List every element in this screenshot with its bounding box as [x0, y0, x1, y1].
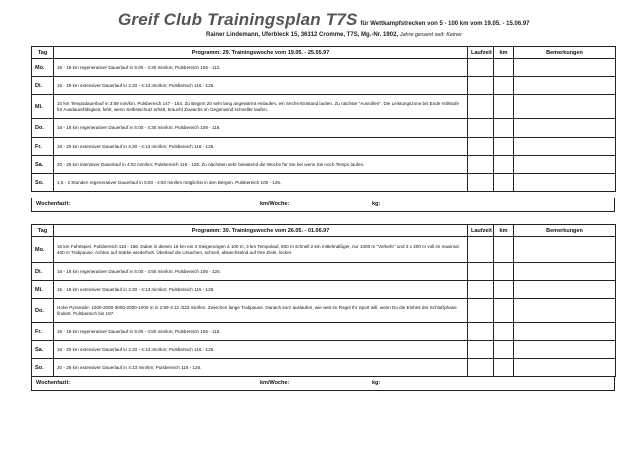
col-remarks: Bemerkungen	[514, 225, 616, 237]
title-suffix: für Wettkampfstrecken von 5 - 100 km vom 19.05. - 15.06.97	[360, 21, 530, 27]
km-per-week-label: km/Woche:	[260, 201, 290, 207]
wochenfazit-label: Wochenfazit:	[36, 201, 71, 207]
col-laufzeit: Laufzeit	[468, 47, 494, 59]
laufzeit-cell[interactable]	[468, 237, 494, 263]
remarks-cell[interactable]	[514, 156, 616, 174]
week-30-summary	[31, 377, 615, 391]
title-main: Greif Club Trainingsplan T7S	[118, 10, 358, 29]
week-29-summary	[31, 198, 615, 212]
document-title	[118, 10, 530, 30]
km-cell[interactable]	[494, 156, 514, 174]
table-row	[32, 59, 616, 77]
remarks-cell[interactable]	[514, 263, 616, 281]
workout-text: 16 - 18 km extensiver Dauerlauf in 4:20 - 4:13 min/km; Pulsbereich 116 - 125.	[54, 77, 468, 95]
workout-text: 16 - 18 km extensiver Dauerlauf in 4:20 - 4:13 min/km; Pulsbereich 116 - 126.	[54, 281, 468, 299]
km-cell[interactable]	[494, 59, 514, 77]
table-header-row	[32, 225, 616, 237]
workout-text: 1,5 - 2 Stunden regenerativer Dauerlauf in 5:00 - 4:50 min/km möglichst in den Bergen. Pulsbereich 100 - 126.	[54, 174, 468, 192]
day-cell: Fr.	[32, 138, 54, 156]
km-cell[interactable]	[494, 119, 514, 138]
table-row	[32, 323, 616, 341]
table-row	[32, 174, 616, 192]
col-day: Tag	[32, 225, 54, 237]
workout-text: 16 - 18 km regenerativer Dauerlauf in 5:00 - 4:50 min/km; Pulsbereich 106 - 115.	[54, 323, 468, 341]
day-cell: Mi.	[32, 95, 54, 119]
workout-text: 16 - 18 km regenerativer Dauerlauf in 5:00 - 4:30 min/km; Pulsbereich 106 - 112.	[54, 59, 468, 77]
laufzeit-cell[interactable]	[468, 263, 494, 281]
laufzeit-cell[interactable]	[468, 138, 494, 156]
col-remarks: Bemerkungen	[514, 47, 616, 59]
day-cell: Do.	[32, 119, 54, 138]
day-cell: So.	[32, 359, 54, 377]
laufzeit-cell[interactable]	[468, 299, 494, 323]
remarks-cell[interactable]	[514, 281, 616, 299]
day-cell: Mo.	[32, 59, 54, 77]
km-cell[interactable]	[494, 263, 514, 281]
laufzeit-cell[interactable]	[468, 174, 494, 192]
col-km: km	[494, 47, 514, 59]
remarks-cell[interactable]	[514, 237, 616, 263]
table-row	[32, 237, 616, 263]
table-header-row	[32, 47, 616, 59]
author-line	[206, 32, 462, 38]
remarks-cell[interactable]	[514, 174, 616, 192]
km-per-week-label: km/Woche:	[260, 380, 290, 386]
day-cell: Mi.	[32, 281, 54, 299]
km-cell[interactable]	[494, 299, 514, 323]
table-row	[32, 281, 616, 299]
week-30-table	[31, 224, 616, 377]
remarks-cell[interactable]	[514, 359, 616, 377]
remarks-cell[interactable]	[514, 77, 616, 95]
col-day: Tag	[32, 47, 54, 59]
km-cell[interactable]	[494, 138, 514, 156]
workout-text: 18 - 20 km extensiver Dauerlauf in 4:20 - 4:13 min/km; Pulsbereich 118 - 125.	[54, 138, 468, 156]
table-row	[32, 341, 616, 359]
kg-label: kg:	[372, 201, 381, 207]
km-cell[interactable]	[494, 174, 514, 192]
table-row	[32, 95, 616, 119]
table-row	[32, 156, 616, 174]
remarks-cell[interactable]	[514, 138, 616, 156]
day-cell: Do.	[32, 299, 54, 323]
remarks-cell[interactable]	[514, 95, 616, 119]
km-cell[interactable]	[494, 237, 514, 263]
day-cell: So.	[32, 174, 54, 192]
table-row	[32, 138, 616, 156]
remarks-cell[interactable]	[514, 323, 616, 341]
km-cell[interactable]	[494, 95, 514, 119]
day-cell: Sa.	[32, 341, 54, 359]
col-laufzeit: Laufzeit	[468, 225, 494, 237]
day-cell: Di.	[32, 77, 54, 95]
km-cell[interactable]	[494, 323, 514, 341]
remarks-cell[interactable]	[514, 119, 616, 138]
week-29-table	[31, 46, 616, 192]
laufzeit-cell[interactable]	[468, 281, 494, 299]
workout-text: Hohe Pyramide: 1000-2000-3000-2000-1000 m in 2:59-3:12 /333 min/km. Zwischen lange Trabpause. Danach kurz auslaufen, wie weit im Regel Ihr Sport will, wenn Du die Einheit der Schlußphase findest. Pulsbereich bis 167.	[54, 299, 468, 323]
workout-text: 20 - 25 km intensiver Dauerlauf in 4:02 min/km; Pulsbereich 118 - 125. Zu nächsten sehr belastend die Woche für Sie bei wenn Sie noch Tempo laufen.	[54, 156, 468, 174]
kg-label: kg:	[372, 380, 381, 386]
workout-text: 18 - 20 km extensiver Dauerlauf in 4:20 - 4:13 min/km; Pulsbereich 116 - 125.	[54, 341, 468, 359]
table-row	[32, 299, 616, 323]
km-cell[interactable]	[494, 77, 514, 95]
laufzeit-cell[interactable]	[468, 95, 494, 119]
km-cell[interactable]	[494, 341, 514, 359]
laufzeit-cell[interactable]	[468, 323, 494, 341]
remarks-cell[interactable]	[514, 299, 616, 323]
author-note: Jahre gesamt seit: Keiner	[399, 32, 463, 38]
km-cell[interactable]	[494, 281, 514, 299]
table-row	[32, 77, 616, 95]
day-cell: Di.	[32, 263, 54, 281]
laufzeit-cell[interactable]	[468, 59, 494, 77]
day-cell: Sa.	[32, 156, 54, 174]
table-row	[32, 263, 616, 281]
program-title: Programm: 30. Trainingswoche vom 26.05. - 01.06.97	[54, 225, 468, 237]
table-row	[32, 119, 616, 138]
wochenfazit-label: Wochenfazit:	[36, 380, 71, 386]
table-row	[32, 359, 616, 377]
laufzeit-cell[interactable]	[468, 341, 494, 359]
remarks-cell[interactable]	[514, 341, 616, 359]
author-text: Rainer Lindemann, Uferbleck 15, 36312 Cromme, T7S, Mg.-Nr. 1902,	[206, 32, 399, 38]
workout-text: 16 - 18 km regenerativer Dauerlauf in 5:00 - 4:50 min/km; Pulsbereich 106 - 126.	[54, 263, 468, 281]
day-cell: Fr.	[32, 323, 54, 341]
workout-text: 10 km Tempodauerlauf in 3:59 min/km. Pulsbereich 147 - 154. Zu Beginn 20 sehr lang angewärmt einlaufen, ein Sechs-Einstand laufen. Zu nächste "Ausrollen". Die Leistungszone bis Ende Vollstufe für Ausdauerfähigkeit, fehlt, wenn Selbstschutz erhält, braucht Zuwachs im Gegenwind schneller laufen.	[54, 95, 468, 119]
laufzeit-cell[interactable]	[468, 359, 494, 377]
workout-text: 16 - 18 km regenerativer Dauerlauf in 5:00 - 4:30 min/km; Pulsbereich 108 - 118.	[54, 119, 468, 138]
laufzeit-cell[interactable]	[468, 77, 494, 95]
col-km: km	[494, 225, 514, 237]
km-cell[interactable]	[494, 359, 514, 377]
workout-text: 16 km Fahrtspiel. Pulsbereich 110 - 156. Dabei in diesen 16 km ein 3 Steigerungen à 100 m, 3 km Tempolauf, 800 m schnell 2 km mittelmäßiger, nur 1000 m "Verkehr" und 3 x 200 m voll im maximal 400 m Trabpause. Achten auf Stärke wiederholt. Überlauf die Ursachen, schnell, abwechselnd auf Ihre Ziele, locker.	[54, 237, 468, 263]
program-title: Programm: 29. Trainingswoche vom 19.05. - 25.05.97	[54, 47, 468, 59]
laufzeit-cell[interactable]	[468, 119, 494, 138]
day-cell: Mo.	[32, 237, 54, 263]
workout-text: 20 - 25 km extensiver Dauerlauf in 4:13 min/km; Pulsbereich 116 - 126.	[54, 359, 468, 377]
remarks-cell[interactable]	[514, 59, 616, 77]
laufzeit-cell[interactable]	[468, 156, 494, 174]
